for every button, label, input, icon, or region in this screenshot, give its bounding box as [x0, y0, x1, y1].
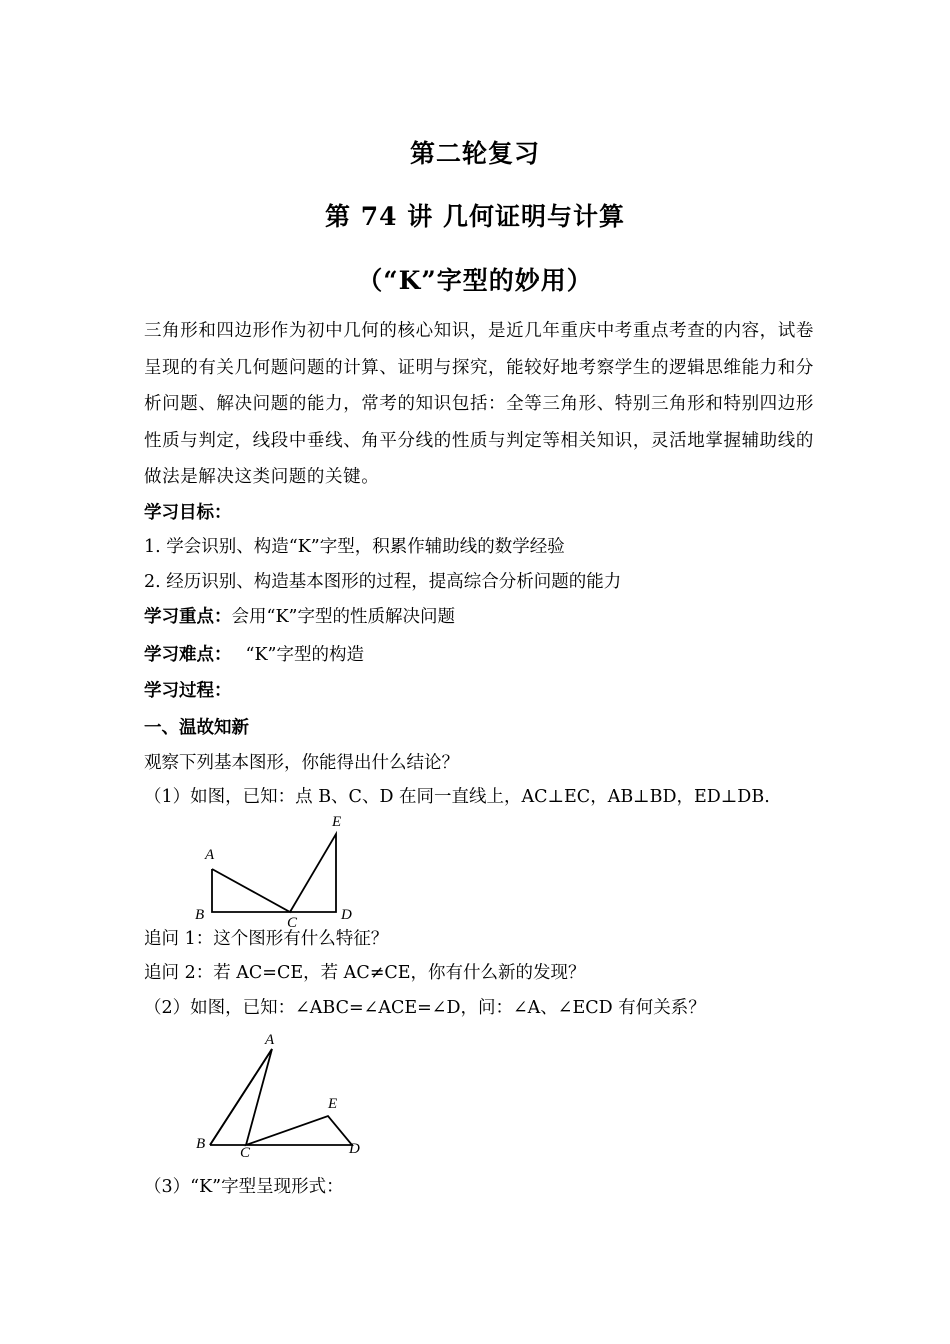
figure-2-label-d: D — [349, 1141, 360, 1157]
difficulty-text: “K”字型的构造 — [245, 645, 364, 665]
followup-2: 追问 2：若 AC=CE，若 AC≠CE，你有什么新的发现？ — [144, 963, 586, 983]
page-title: 第二轮复习 — [409, 139, 540, 168]
figure-2-label-a: A — [265, 1032, 275, 1048]
intro-paragraph: 三角形和四边形作为初中几何的核心知识，是近几年重庆中考重点考查的内容，试卷呈现的有关几何题问题的计算、证明与探究，能较好地考察学生的逻辑思维能力和分析问题、解决问题的能力，常考的知识包括：全等三角形、特别三角形和特别四边形性质与判定，线段中垂线、角平分线的性质与判定等相关知识，灵活地掌握辅助线的做法是解决这类问题的关键。 — [144, 321, 814, 487]
goal-item-2: 2. 经历识别、构造基本图形的过程，提高综合分析问题的能力 — [144, 572, 622, 592]
question-1: （1）如图，已知：点 B、C、D 在同一直线上，AC⊥EC，AB⊥BD，ED⊥DB. — [144, 787, 770, 807]
figure-2-label-c: C — [240, 1145, 251, 1161]
goals-heading: 学习目标： — [144, 503, 232, 523]
lecture-subtitle: （“K”字型的妙用） — [357, 266, 593, 295]
focus-line — [144, 605, 455, 629]
focus-text: 会用“K”字型的性质解决问题 — [231, 607, 455, 627]
figure-2-label-b: B — [196, 1136, 206, 1152]
figure-2-diagram — [190, 1025, 370, 1165]
followup-1: 追问 1：这个图形有什么特征？ — [144, 929, 389, 949]
section1-prompt: 观察下列基本图形，你能得出什么结论？ — [144, 753, 459, 773]
figure-1-label-d: D — [341, 907, 352, 923]
lecture-title: 第 74 讲 几何证明与计算 — [325, 202, 625, 231]
question-3: （3）“K”字型呈现形式： — [144, 1177, 344, 1197]
section1-heading: 一、温故知新 — [144, 718, 249, 738]
difficulty-label: 学习难点： — [144, 645, 232, 665]
figure-1-label-e: E — [332, 814, 342, 830]
difficulty-line — [144, 643, 364, 667]
question-2: （2）如图，已知：∠ABC=∠ACE=∠D，问：∠A、∠ECD 有何关系？ — [144, 998, 706, 1018]
process-heading: 学习过程： — [144, 681, 232, 701]
figure-1-label-b: B — [195, 907, 205, 923]
focus-label: 学习重点： — [144, 607, 232, 627]
goal-item-1: 1. 学会识别、构造“K”字型，积累作辅助线的数学经验 — [144, 537, 565, 557]
figure-2-label-e: E — [328, 1096, 338, 1112]
figure-1-label-c: C — [287, 915, 298, 928]
figure-1-label-a: A — [205, 847, 215, 863]
figure-1-diagram — [190, 808, 370, 928]
